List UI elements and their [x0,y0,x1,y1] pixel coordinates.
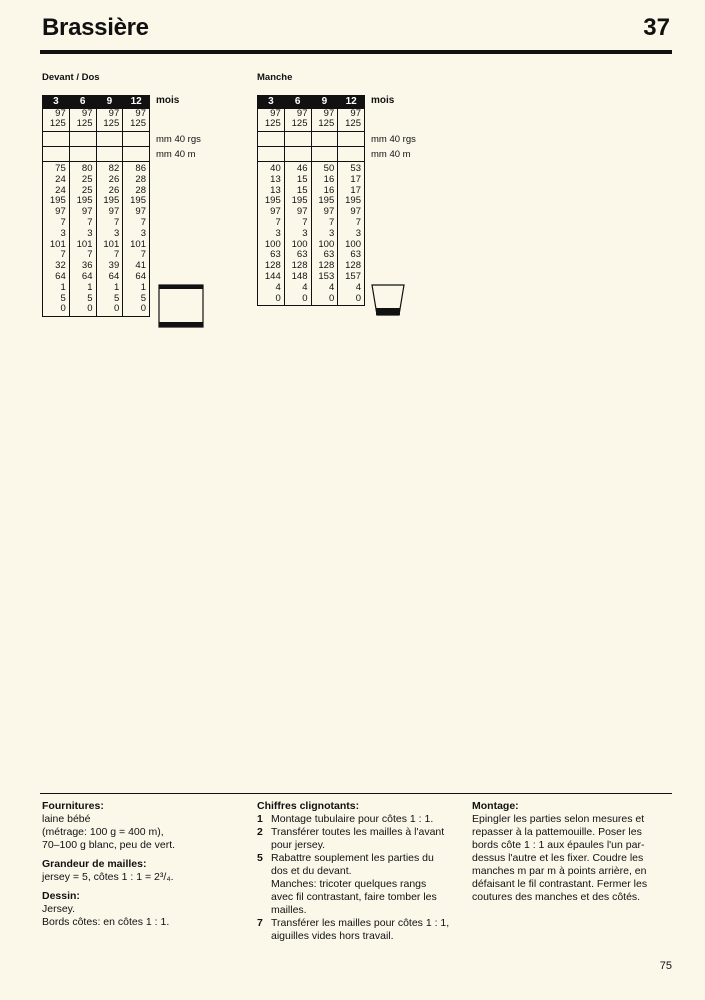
value-cell: 0 [87,303,93,315]
step-number: 5 [257,852,263,864]
step-text [271,852,437,917]
value-cell: 101 [49,238,66,250]
value-column [123,162,150,317]
manche-label: Manche [257,72,293,83]
value-cell: 0 [113,303,120,315]
bottom-rule [40,793,672,794]
value-cell: 86 [135,163,146,174]
value-cell: 50 [323,163,335,174]
value-cell: 1 [60,281,66,293]
dessin-line: Bords côtes: en côtes 1 : 1. [42,916,170,928]
value-cell: 7 [140,249,146,261]
blank-cell [284,147,311,162]
chiffres-column [257,800,462,943]
montage-line: dessus l'autre et les fixer. Coudre les [472,852,644,864]
value-cell: 63 [323,249,335,261]
value-cell: 128 [264,260,281,272]
value-column [96,162,123,317]
page-title: Brassière [42,14,149,41]
value-cell: 26 [108,173,120,185]
step-text [271,826,444,852]
value-cell: 3 [113,227,120,239]
value-cell: 25 [81,184,93,196]
value-cell: 128 [291,260,308,272]
blank-cell [43,132,70,147]
value-cell: 4 [355,281,361,293]
value-cell: 100 [291,238,308,250]
devant-unit-block [156,95,201,160]
size-header: 6 [284,96,311,109]
value-cell: 5 [140,292,146,304]
value-cell: 7 [140,216,146,228]
value-cell: 36 [81,260,93,272]
value-cell: 13 [270,173,281,185]
value-cell: 25 [81,173,93,185]
size-header: 3 [258,96,285,109]
value-column [258,162,285,306]
header-rule [40,50,672,54]
blank-cell [258,132,285,147]
page-number: 75 [659,960,672,972]
unit-rgs: mm 40 rgs [371,134,416,145]
value-cell: 7 [113,216,120,228]
unit-mois: mois [156,95,180,106]
step-line: Montage tubulaire pour côtes 1 : 1. [271,813,434,825]
value-cell: 64 [108,270,120,282]
step-line: pour jersey. [271,839,326,851]
value-cell: 24 [55,173,66,185]
size-header: 9 [96,96,123,109]
value-cell: 16 [323,173,335,185]
montage-line: manches m par m à points arrière, en [472,865,647,877]
value-cell: 0 [60,303,66,315]
fournitures-line: 70–100 g blanc, peu de vert. [42,839,176,851]
blank-cell [311,147,338,162]
stitch-cell: 97 125 [338,109,365,132]
value-cell: 144 [264,270,281,282]
value-cell: 7 [60,216,66,228]
value-cell: 4 [302,281,308,293]
blank-cell [96,147,123,162]
size-header: 9 [311,96,338,109]
devant-dos-label: Devant / Dos [42,72,100,83]
unit-m: mm 40 m [156,149,196,160]
value-cell: 195 [49,195,66,207]
value-cell: 26 [108,184,120,196]
value-cell: 195 [318,195,335,207]
blank-cell [338,147,365,162]
value-cell: 3 [140,227,146,239]
value-cell: 7 [87,216,93,228]
value-cell: 17 [350,184,361,196]
value-cell: 5 [87,292,93,304]
montage-line: coutures des manches et des côtés. [472,891,641,903]
value-cell: 0 [355,292,361,304]
value-column [338,162,365,306]
value-cell: 157 [345,270,361,282]
step-line: dos et du devant. [271,865,352,877]
montage-heading: Montage: [472,800,519,812]
value-cell: 0 [140,303,146,315]
value-cell: 3 [302,227,308,239]
page-badge-number: 37 [643,14,670,41]
step-line: Transférer les mailles pour côtes 1 : 1, [271,917,450,929]
value-cell: 24 [55,184,66,196]
stitch-cell: 97 125 [284,109,311,132]
value-cell: 97 [108,206,120,218]
step-number: 2 [257,826,263,838]
stitch-cell: 97 125 [43,109,70,132]
value-cell: 63 [270,249,281,261]
value-cell: 5 [60,292,66,304]
size-header: 12 [338,96,365,109]
blank-cell [43,147,70,162]
value-cell: 148 [291,270,308,282]
step-number: 1 [257,813,263,825]
value-cell: 63 [350,249,361,261]
montage-line: bords côte 1 : 1 aux épaules l'un par- [472,839,645,851]
value-cell: 195 [291,195,308,207]
value-cell: 7 [60,249,66,261]
size-header: 12 [123,96,150,109]
step-item [257,813,462,826]
devant-dos-table [42,95,150,317]
size-header: 3 [43,96,70,109]
value-cell: 15 [296,184,308,196]
value-cell: 28 [135,173,146,185]
size-header: 6 [69,96,96,109]
value-column [311,162,338,306]
value-cell: 64 [135,270,146,282]
value-cell: 41 [135,260,146,272]
stitch-cell: 97 125 [311,109,338,132]
value-cell: 195 [264,195,281,207]
blank-cell [69,132,96,147]
montage-line: défaisant le fil contrastant. Fermer les [472,878,648,890]
blank-cell [123,132,150,147]
value-cell: 3 [275,227,281,239]
value-cell: 1 [140,281,146,293]
value-cell: 97 [55,206,66,218]
step-line: aiguilles vides hors travail. [271,930,394,942]
fournitures-line: laine bébé [42,813,91,825]
blank-cell [69,147,96,162]
value-cell: 63 [296,249,308,261]
value-cell: 128 [345,260,361,272]
step-line: Manches: tricoter quelques rangs [271,878,427,890]
value-cell: 40 [270,163,281,174]
value-cell: 195 [76,195,93,207]
value-cell: 3 [60,227,66,239]
step-line: Rabattre souplement les parties du [271,852,434,864]
value-column [284,162,311,306]
fournitures-heading: Fournitures: [42,800,104,812]
grandeur-line: jersey = 5, côtes 1 : 1 = 2³/₄. [42,871,174,883]
value-cell: 195 [345,195,361,207]
unit-mois: mois [371,95,395,106]
value-cell: 17 [350,173,361,185]
value-cell: 0 [302,292,308,304]
manche-unit-block [371,95,416,160]
montage-column [472,800,672,904]
stitch-cell: 97 125 [69,109,96,132]
value-cell: 28 [135,184,146,196]
chiffres-heading: Chiffres clignotants: [257,800,360,812]
value-cell: 101 [130,238,146,250]
value-cell: 3 [328,227,335,239]
value-cell: 195 [103,195,120,207]
value-cell: 0 [275,292,281,304]
value-cell: 1 [87,281,93,293]
montage-line: repasser à la pattemouille. Poser les [472,826,642,838]
value-cell: 46 [296,163,308,174]
fournitures-line: (métrage: 100 g = 400 m), [42,826,164,838]
value-cell: 7 [113,249,120,261]
unit-rgs: mm 40 rgs [156,134,201,145]
devant-shape-icon [158,284,204,328]
value-cell: 53 [350,163,361,174]
step-line: avec fil contrastant, faire tomber les [271,891,437,903]
stitch-cell: 97 125 [258,109,285,132]
step-item [257,852,462,917]
unit-m: mm 40 m [371,149,411,160]
step-item [257,826,462,852]
blank-cell [96,132,123,147]
step-text [271,813,433,826]
value-cell: 101 [76,238,93,250]
blank-cell [338,132,365,147]
value-cell: 3 [355,227,361,239]
value-cell: 153 [318,270,335,282]
value-cell: 4 [328,281,335,293]
manche-table [257,95,365,306]
value-cell: 195 [130,195,146,207]
step-text [271,917,449,943]
step-number: 7 [257,917,263,929]
value-cell: 15 [296,173,308,185]
value-cell: 64 [55,270,66,282]
value-cell: 13 [270,184,281,196]
value-cell: 97 [81,206,93,218]
value-cell: 100 [345,238,361,250]
value-cell: 4 [275,281,281,293]
materials-column [42,800,242,929]
value-cell: 32 [55,260,66,272]
value-cell: 7 [355,216,361,228]
value-cell: 97 [296,206,308,218]
value-cell: 7 [87,249,93,261]
value-cell: 101 [103,238,120,250]
value-cell: 7 [275,216,281,228]
value-cell: 1 [113,281,120,293]
value-cell: 7 [328,216,335,228]
dessin-line: Jersey. [42,903,76,915]
blank-cell [284,132,311,147]
value-cell: 0 [328,292,335,304]
value-cell: 5 [113,292,120,304]
blank-cell [123,147,150,162]
value-column [43,162,70,317]
value-cell: 97 [135,206,146,218]
step-item [257,917,462,943]
grandeur-heading: Grandeur de mailles: [42,858,147,870]
blank-cell [311,132,338,147]
value-cell: 3 [87,227,93,239]
dessin-heading: Dessin: [42,890,80,902]
value-column [69,162,96,317]
value-cell: 80 [81,163,93,174]
value-cell: 100 [318,238,335,250]
stitch-cell: 97 125 [123,109,150,132]
value-cell: 39 [108,260,120,272]
stitch-cell: 97 125 [96,109,123,132]
value-cell: 16 [323,184,335,196]
value-cell: 97 [323,206,335,218]
value-cell: 97 [270,206,281,218]
blank-cell [258,147,285,162]
value-cell: 97 [350,206,361,218]
value-cell: 7 [302,216,308,228]
value-cell: 82 [108,163,120,174]
value-cell: 64 [81,270,93,282]
value-cell: 100 [264,238,281,250]
value-cell: 128 [318,260,335,272]
step-line: mailles. [271,904,307,916]
manche-shape-icon [371,284,405,316]
step-line: Transférer toutes les mailles à l'avant [271,826,445,838]
montage-line: Epingler les parties selon mesures et [472,813,645,825]
value-cell: 75 [55,163,66,174]
